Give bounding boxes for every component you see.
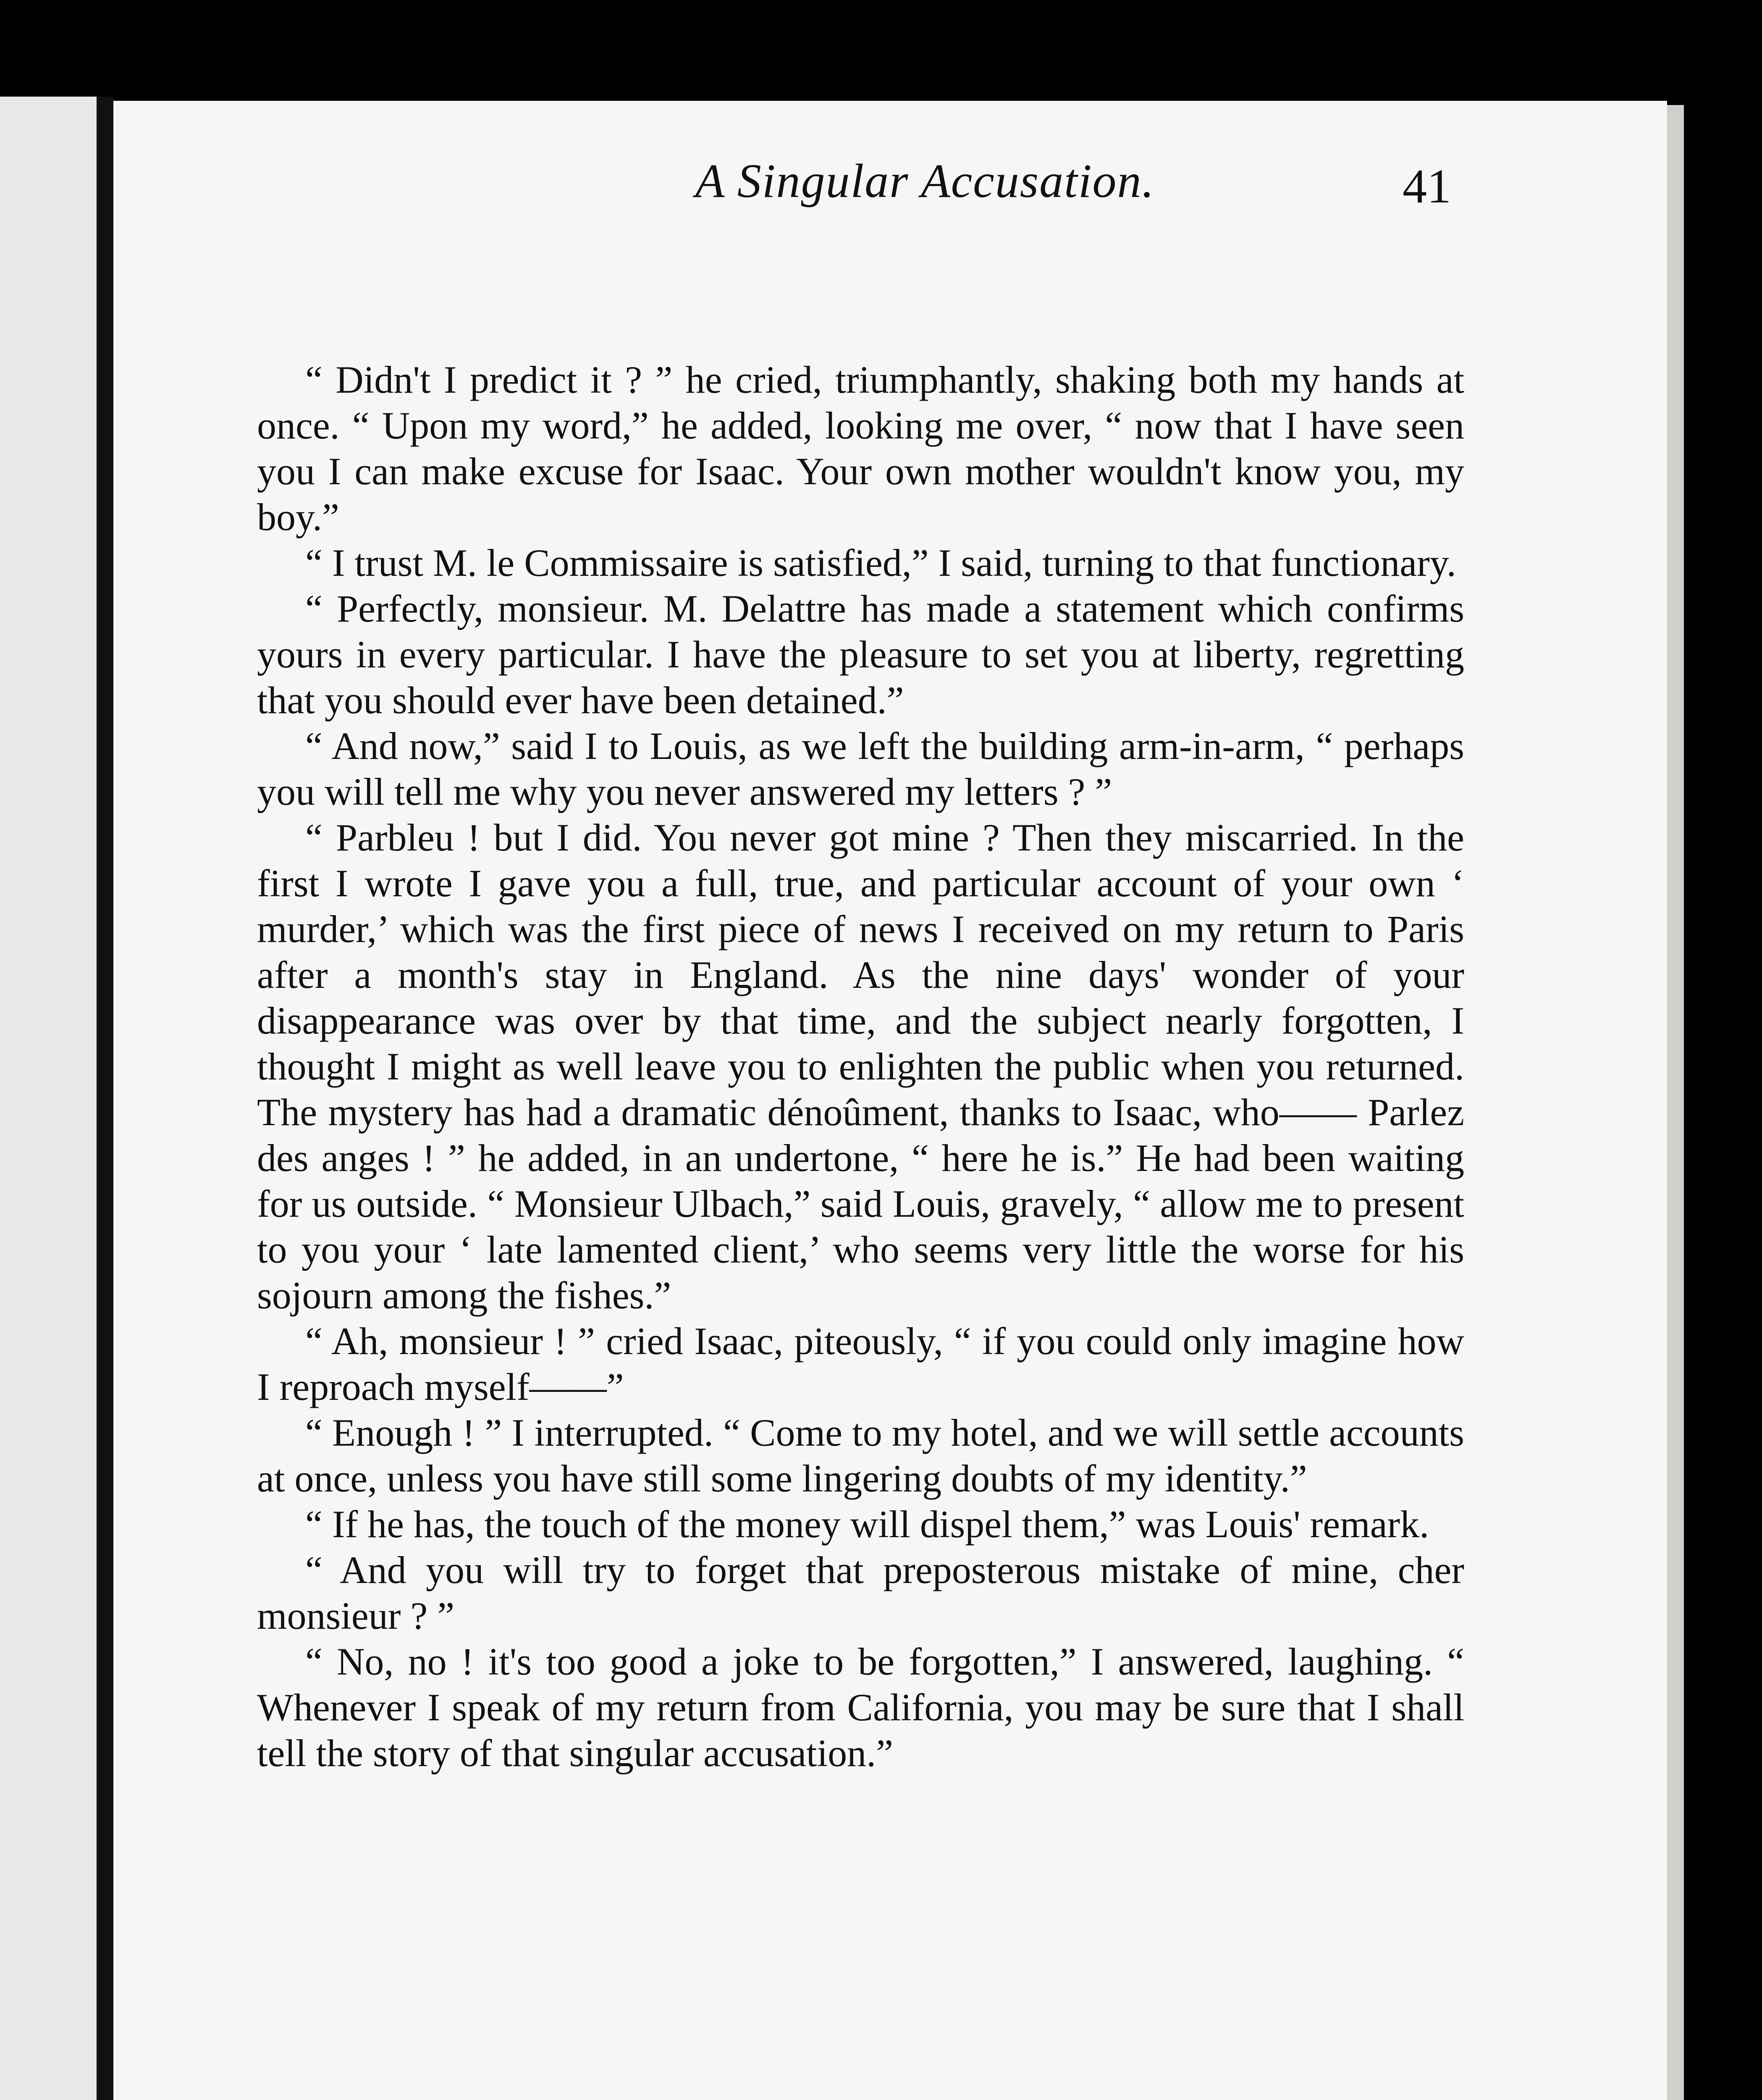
- page-edge: [1667, 105, 1684, 2100]
- facing-page-edge: [0, 97, 97, 2100]
- book-gutter: [97, 97, 113, 2100]
- paragraph: “ Parbleu ! but I did. You never got mine ? Then they miscarried. In the first I wrote I gave you a full, true, and particular account of your own ‘ murder,’ which was the first piece of news I received on my return to Paris after a month's stay in England. As the nine days' wonder of your disappearance was over by that time, and the subject nearly forgotten, I thought I might as well leave you to enlighten the public when you returned. The mystery has had a dramatic dénoûment, thanks to Isaac, who—— Parlez des anges ! ” he added, in an undertone, “ here he is.” He had been waiting for us outside. “ Monsieur Ulbach,” said Louis, gravely, “ allow me to present to you your ‘ late lamented client,’ who seems very little the worse for his sojourn among the fishes.”: [257, 816, 1464, 1317]
- paragraph: “ Ah, monsieur ! ” cried Isaac, piteously, “ if you could only imagine how I reproach myself——”: [257, 1320, 1464, 1408]
- running-head: A Singular Accusation.: [695, 154, 1155, 207]
- paragraph: “ And now,” said I to Louis, as we left the building arm-in-arm, “ perhaps you will tell me why you never answered my letters ? ”: [257, 724, 1464, 813]
- body-text: [257, 357, 1464, 1776]
- paragraph: “ Perfectly, monsieur. M. Delattre has made a statement which confirms yours in every particular. I have the pleasure to set you at liberty, regretting that you should ever have been detained.”: [257, 587, 1464, 722]
- page-number: 41: [1403, 160, 1451, 213]
- paragraph: “ I trust M. le Commissaire is satisfied,” I said, turning to that functionary.: [305, 541, 1456, 584]
- paragraph: “ Enough ! ” I interrupted. “ Come to my hotel, and we will settle accounts at once, unless you have still some lingering doubts of my identity.”: [257, 1411, 1464, 1500]
- paragraph: “ And you will try to forget that preposterous mistake of mine, cher monsieur ? ”: [257, 1549, 1464, 1637]
- paragraph: “ No, no ! it's too good a joke to be forgotten,” I answered, laughing. “ Whenever I speak of my return from California, you may be sure that I shall tell the story of that singular accusation.”: [257, 1640, 1464, 1774]
- paragraph: “ If he has, the touch of the money will dispel them,” was Louis' remark.: [305, 1503, 1429, 1546]
- paragraph: “ Didn't I predict it ? ” he cried, triumphantly, shaking both my hands at once. “ Upon my word,” he added, looking me over, “ now that I have seen you I can make excuse for Isaac. Your own mother wouldn't know you, my boy.”: [257, 358, 1464, 538]
